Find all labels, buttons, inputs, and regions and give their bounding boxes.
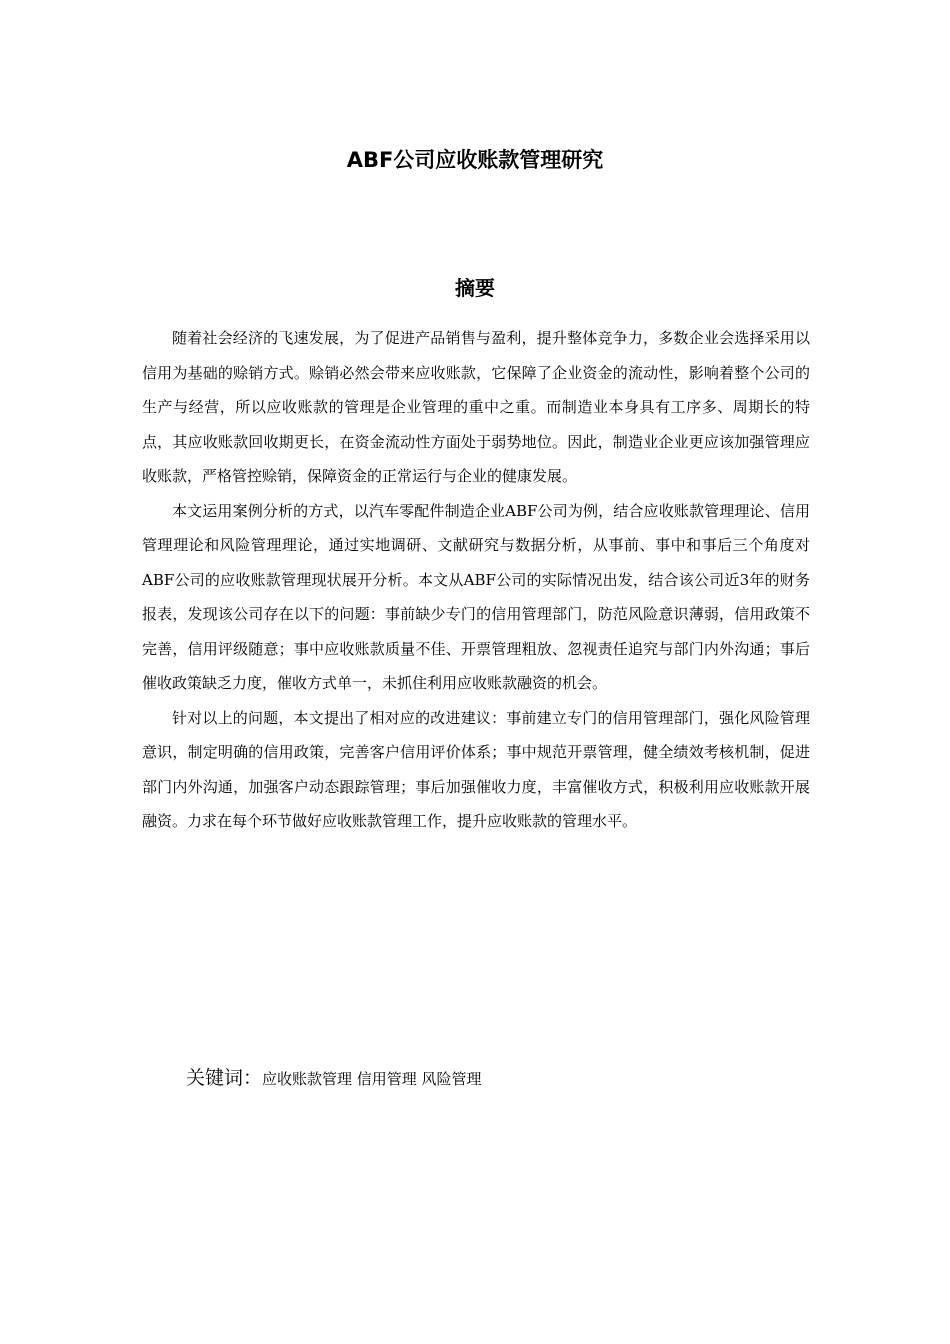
abstract-paragraph-2: 本文运用案例分析的方式，以汽车零配件制造企业ABF公司为例，结合应收账款管理理论、信用管理理论和风险管理理论，通过实地调研、文献研究与数据分析，从事前、事中和事后三个角度对ABF公司的应收账款管理现状展开分析。本文从ABF公司的实际情况出发，结合该公司近3年的财务报表，发现该公司存在以下的问题：事前缺少专门的信用管理部门，防范风险意识薄弱，信用政策不完善，信用评级随意；事中应收账款质量不佳、开票管理粗放、忽视责任追究与部门内外沟通；事后催收政策缺乏力度，催收方式单一，未抓住利用应收账款融资的机会。: [142, 501, 810, 692]
keywords-values: 应收账款管理 信用管理 风险管理: [262, 1070, 482, 1088]
abstract-paragraph-3: 针对以上的问题，本文提出了相对应的改进建议：事前建立专门的信用管理部门，强化风险管理意识，制定明确的信用政策，完善客户信用评价体系；事中规范开票管理，健全绩效考核机制，促进部门内外沟通，加强客户动态跟踪管理；事后加强催收力度，丰富催收方式，积极利用应收账款开展融资。力求在每个环节做好应收账款管理工作，提升应收账款的管理水平。: [142, 708, 810, 830]
abstract-body: [142, 321, 810, 839]
document-title: ABF公司应收账款管理研究: [346, 148, 604, 172]
abstract-paragraph-1: 随着社会经济的飞速发展，为了促进产品销售与盈利，提升整体竞争力，多数企业会选择采用以信用为基础的赊销方式。赊销必然会带来应收账款，它保障了企业资金的流动性，影响着整个公司的生产与经营，所以应收账款的管理是企业管理的重中之重。而制造业本身具有工序多、周期长的特点，其应收账款回收期更长，在资金流动性方面处于弱势地位。因此，制造业企业更应该加强管理应收账款，严格管控赊销，保障资金的正常运行与企业的健康发展。: [142, 329, 810, 485]
keywords-line: [186, 1063, 482, 1090]
keywords-label: 关键词：: [186, 1067, 263, 1089]
abstract-heading: 摘要: [455, 276, 495, 300]
